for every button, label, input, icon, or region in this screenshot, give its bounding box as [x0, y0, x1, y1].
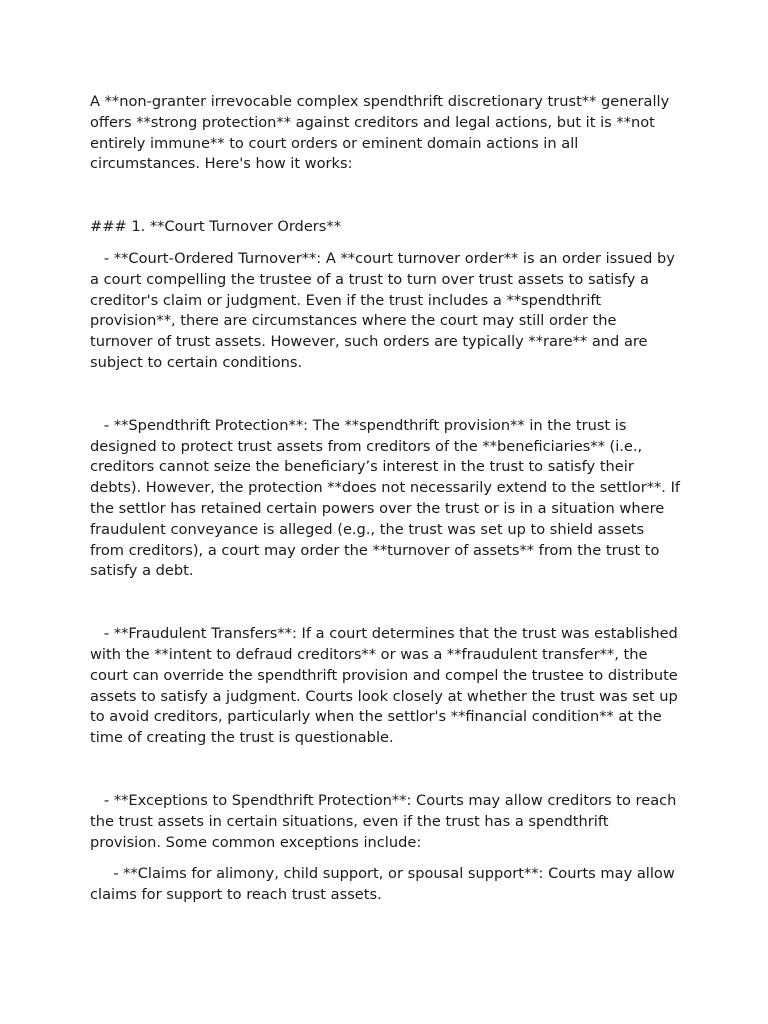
court-ordered-turnover-paragraph: - **Court-Ordered Turnover**: A **court turnover order** is an order issued by a court compelling the trustee of a trust to turn over trust assets to satisfy a creditor's claim or judgment. Even if the trust includes a **spendthrift provision**, there are circumstances where the court may still order the turnover of trust assets. However, such orders are typically **rare** and are subject to certain conditions.: [90, 249, 680, 371]
document-body: [90, 92, 685, 906]
spendthrift-protection-paragraph: - **Spendthrift Protection**: The **spendthrift provision** in the trust is designed to protect trust assets from creditors of the **beneficiaries** (i.e., creditors cannot seize the beneficiary’s interest in the trust to satisfy their debts). However, the protection **does not necessarily extend to the settlor**. If the settlor has retained certain powers over the trust or is in a situation where fraudulent conveyance is alleged (e.g., the trust was set up to shield assets from creditors), a court may order the **turnover of assets** from the trust to satisfy a debt.: [90, 416, 685, 580]
intro-paragraph: A **non-granter irrevocable complex spendthrift discretionary trust** generally offers **strong protection** against creditors and legal actions, but it is **not entirely immune** to court orders or eminent domain actions in all circumstances. Here's how it works:: [90, 93, 674, 173]
exceptions-paragraph: - **Exceptions to Spendthrift Protection**: Courts may allow creditors to reach the trust assets in certain situations, even if the trust has a spendthrift provision. Some common exceptions include:: [90, 791, 682, 851]
fraudulent-transfers-paragraph: - **Fraudulent Transfers**: If a court determines that the trust was established with the **intent to defraud creditors** or was a **fraudulent transfer**, the court can override the spendthrift provision and compel the trustee to distribute assets to satisfy a judgment. Courts look closely at whether the trust was set up to avoid creditors, particularly when the settlor's **financial condition** at the time of creating the trust is questionable.: [90, 625, 683, 747]
section-heading: ### 1. **Court Turnover Orders**: [90, 218, 341, 236]
support-claims-paragraph: - **Claims for alimony, child support, or spousal support**: Courts may allow claims for support to reach trust assets.: [90, 865, 680, 904]
